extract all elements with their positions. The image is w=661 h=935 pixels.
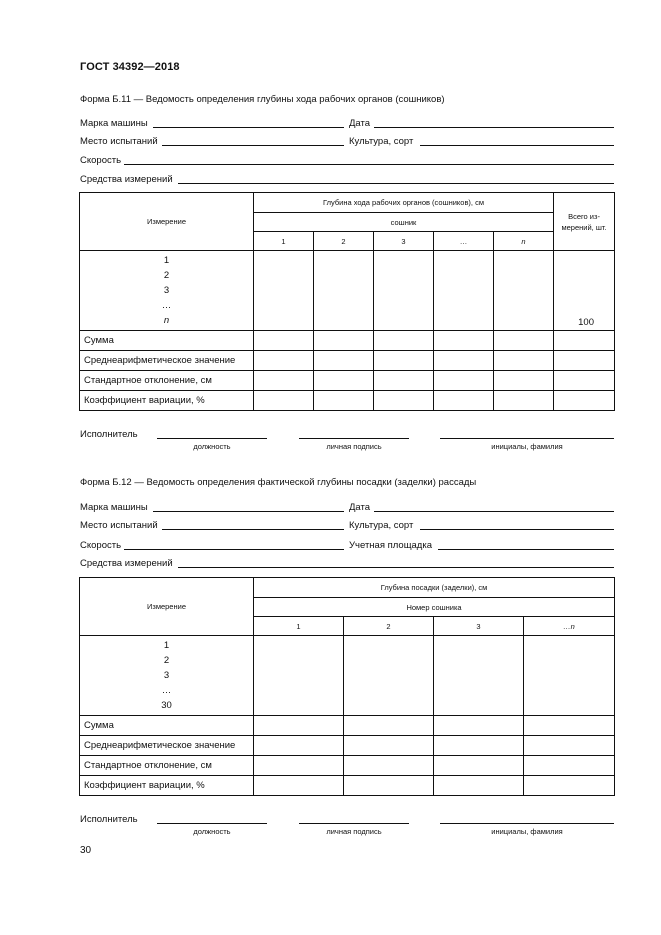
label-plot: Учетная площадка xyxy=(349,540,432,551)
header-col-n: n xyxy=(494,232,554,251)
data-cell[interactable] xyxy=(554,351,615,371)
header-depth-group: Глубина хода рабочих органов (сошников), см xyxy=(254,193,554,213)
data-cell[interactable] xyxy=(314,351,374,371)
row-variation: Коэффициент вариации, % xyxy=(80,776,254,796)
data-cell[interactable] xyxy=(554,331,615,351)
data-cell[interactable] xyxy=(344,776,434,796)
row-variation: Коэффициент вариации, % xyxy=(80,391,254,411)
signature-name-caption: инициалы, фамилия xyxy=(491,442,563,451)
label-speed: Скорость xyxy=(80,540,122,551)
data-cell[interactable] xyxy=(314,391,374,411)
data-cell[interactable] xyxy=(254,251,314,331)
signature-sign-line[interactable] xyxy=(299,438,409,439)
data-cell[interactable] xyxy=(254,331,314,351)
data-cell[interactable] xyxy=(314,371,374,391)
header-total: Всего из-мерений, шт. xyxy=(554,193,615,251)
data-cell[interactable] xyxy=(434,351,494,371)
data-cell[interactable] xyxy=(524,636,615,716)
row-index-30: 30 xyxy=(161,700,172,711)
field-date-line[interactable] xyxy=(374,511,614,512)
data-cell[interactable] xyxy=(524,756,615,776)
data-cell[interactable] xyxy=(494,251,554,331)
data-cell[interactable] xyxy=(494,371,554,391)
signature-position-line[interactable] xyxy=(157,823,267,824)
header-col-3: 3 xyxy=(374,232,434,251)
data-cell[interactable] xyxy=(494,331,554,351)
row-index-list xyxy=(80,636,254,716)
field-instruments-line[interactable] xyxy=(178,183,614,184)
data-cell[interactable] xyxy=(374,351,434,371)
field-instruments-line[interactable] xyxy=(178,567,614,568)
data-cell[interactable] xyxy=(344,756,434,776)
row-mean: Среднеарифметическое значение xyxy=(80,736,254,756)
signature-position-caption: должность xyxy=(193,827,231,836)
data-cell[interactable] xyxy=(374,331,434,351)
data-cell[interactable] xyxy=(434,776,524,796)
label-speed: Скорость xyxy=(80,155,122,166)
data-cell[interactable] xyxy=(254,756,344,776)
data-cell[interactable] xyxy=(524,716,615,736)
label-place: Место испытаний xyxy=(80,520,158,531)
data-cell[interactable] xyxy=(254,776,344,796)
data-cell[interactable] xyxy=(254,716,344,736)
field-place-line[interactable] xyxy=(162,145,344,146)
row-index-list xyxy=(80,251,254,331)
label-brand: Марка машины xyxy=(80,502,148,513)
field-brand-line[interactable] xyxy=(153,127,344,128)
signature-sign-caption: личная подпись xyxy=(326,827,382,836)
document-code: ГОСТ 34392—2018 xyxy=(80,61,180,73)
label-crop: Культура, сорт xyxy=(349,520,414,531)
data-cell[interactable] xyxy=(314,251,374,331)
data-cell[interactable] xyxy=(434,716,524,736)
header-col-1: 1 xyxy=(254,232,314,251)
header-col-3: 3 xyxy=(434,617,524,636)
field-crop-line[interactable] xyxy=(420,145,614,146)
row-index-ellipsis: … xyxy=(161,300,172,311)
field-plot-line[interactable] xyxy=(438,549,614,550)
header-col-n: …n xyxy=(524,617,615,636)
field-brand-line[interactable] xyxy=(153,511,344,512)
signature-label: Исполнитель xyxy=(80,814,138,825)
signature-name-line[interactable] xyxy=(440,438,614,439)
row-index-3: 3 xyxy=(163,670,170,681)
data-cell[interactable] xyxy=(374,371,434,391)
form-title: Форма Б.11 — Ведомость определения глубины хода рабочих органов (сошников) xyxy=(80,94,445,105)
data-cell[interactable] xyxy=(494,351,554,371)
data-cell[interactable] xyxy=(494,391,554,411)
data-cell[interactable] xyxy=(374,391,434,411)
data-cell[interactable] xyxy=(344,736,434,756)
row-index-n: n xyxy=(163,315,170,326)
data-cell[interactable] xyxy=(254,391,314,411)
row-index-2: 2 xyxy=(163,655,170,666)
label-date: Дата xyxy=(349,118,371,129)
measurement-table-2 xyxy=(79,577,615,796)
header-opener: сошник xyxy=(254,213,554,232)
row-sum: Сумма xyxy=(80,331,254,351)
field-speed-line[interactable] xyxy=(124,549,344,550)
data-cell[interactable] xyxy=(434,736,524,756)
data-cell[interactable] xyxy=(434,251,494,331)
data-cell[interactable] xyxy=(344,636,434,716)
signature-name-line[interactable] xyxy=(440,823,614,824)
form-title: Форма Б.12 — Ведомость определения фактической глубины посадки (заделки) рассады xyxy=(80,477,477,488)
data-cell[interactable] xyxy=(434,331,494,351)
label-place: Место испытаний xyxy=(80,136,158,147)
data-cell[interactable] xyxy=(374,251,434,331)
data-cell[interactable] xyxy=(344,716,434,736)
header-col-ellipsis: … xyxy=(434,232,494,251)
data-cell[interactable] xyxy=(254,736,344,756)
data-cell[interactable] xyxy=(254,371,314,391)
total-value: 100 xyxy=(554,251,615,331)
data-cell[interactable] xyxy=(524,776,615,796)
page-number: 30 xyxy=(80,845,92,856)
row-index-2: 2 xyxy=(163,270,170,281)
header-depth-group: Глубина посадки (заделки), см xyxy=(254,578,615,598)
signature-position-caption: должность xyxy=(193,442,231,451)
field-speed-line[interactable] xyxy=(124,164,614,165)
data-cell[interactable] xyxy=(554,371,615,391)
signature-name-caption: инициалы, фамилия xyxy=(491,827,563,836)
label-brand: Марка машины xyxy=(80,118,148,129)
row-stddev: Стандартное отклонение, см xyxy=(80,371,254,391)
data-cell[interactable] xyxy=(434,371,494,391)
header-col-1: 1 xyxy=(254,617,344,636)
header-col-2: 2 xyxy=(344,617,434,636)
field-date-line[interactable] xyxy=(374,127,614,128)
row-sum: Сумма xyxy=(80,716,254,736)
measurement-table-1 xyxy=(79,192,615,411)
label-crop: Культура, сорт xyxy=(349,136,414,147)
header-measure: Измерение xyxy=(80,578,254,636)
row-stddev: Стандартное отклонение, см xyxy=(80,756,254,776)
signature-position-line[interactable] xyxy=(157,438,267,439)
field-place-line[interactable] xyxy=(162,529,344,530)
header-measure: Измерение xyxy=(80,193,254,251)
row-mean: Среднеарифметическое значение xyxy=(80,351,254,371)
signature-sign-caption: личная подпись xyxy=(326,442,382,451)
header-opener-number: Номер сошника xyxy=(254,598,615,617)
row-index-1: 1 xyxy=(163,255,170,266)
data-cell[interactable] xyxy=(554,391,615,411)
header-col-2: 2 xyxy=(314,232,374,251)
signature-sign-line[interactable] xyxy=(299,823,409,824)
row-index-3: 3 xyxy=(163,285,170,296)
data-cell[interactable] xyxy=(434,756,524,776)
signature-label: Исполнитель xyxy=(80,429,138,440)
field-crop-line[interactable] xyxy=(420,529,614,530)
data-cell[interactable] xyxy=(434,391,494,411)
data-cell[interactable] xyxy=(254,636,344,716)
data-cell[interactable] xyxy=(524,736,615,756)
data-cell[interactable] xyxy=(434,636,524,716)
data-cell[interactable] xyxy=(314,331,374,351)
label-instruments: Средства измерений xyxy=(80,558,173,569)
label-instruments: Средства измерений xyxy=(80,174,173,185)
row-index-1: 1 xyxy=(163,640,170,651)
data-cell[interactable] xyxy=(254,351,314,371)
row-index-ellipsis: … xyxy=(161,685,172,696)
label-date: Дата xyxy=(349,502,371,513)
